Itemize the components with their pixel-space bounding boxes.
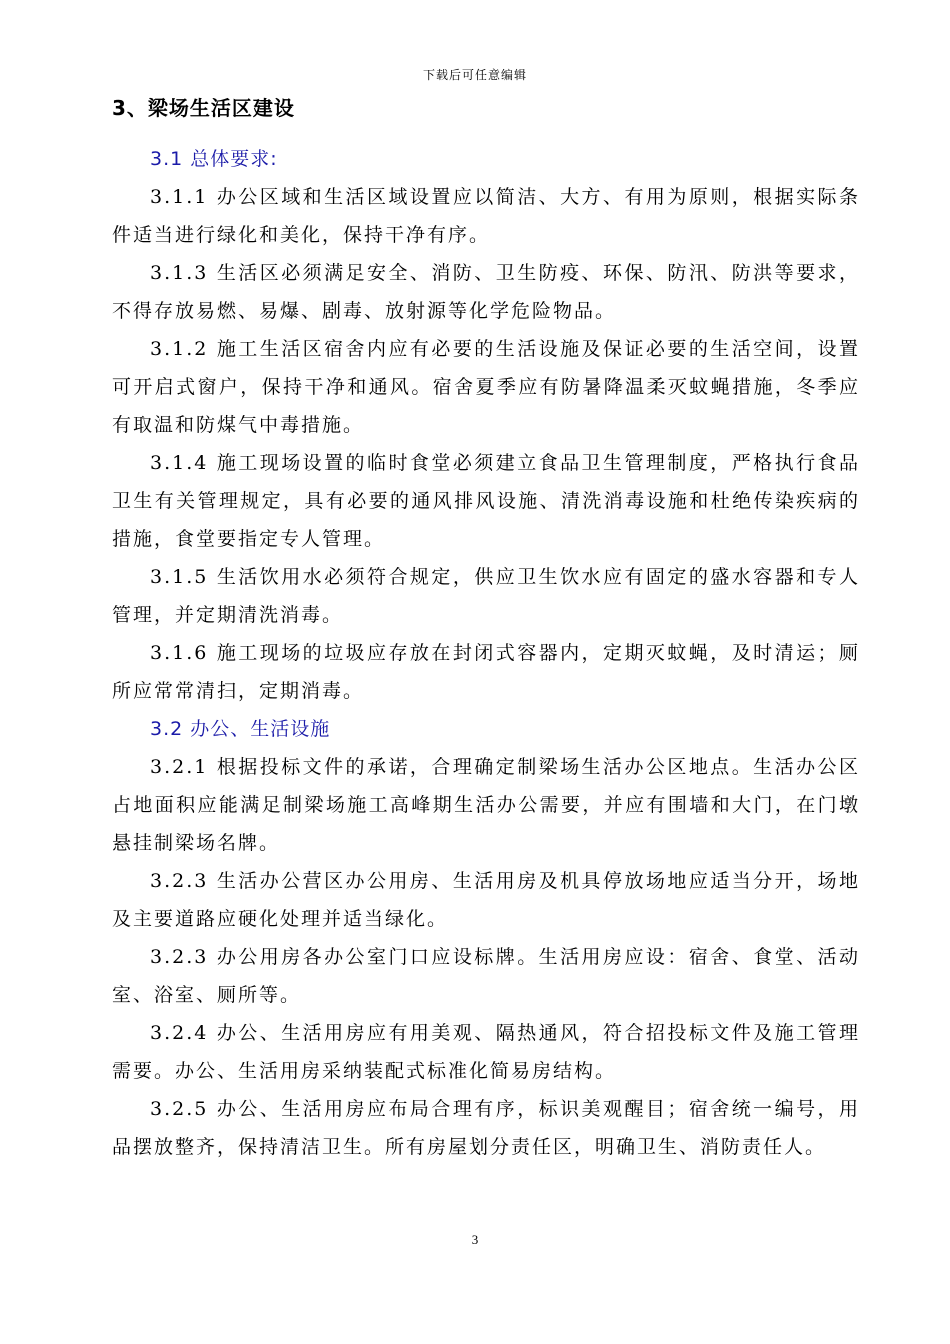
paragraph: 3.1.6 施工现场的垃圾应存放在封闭式容器内，定期灭蚊蝇，及时清运；厕所应常常清扫，定期消毒。 bbox=[112, 642, 860, 702]
paragraph: 3.2.1 根据投标文件的承诺，合理确定制梁场生活办公区地点。生活办公区占地面积应能满足制梁场施工高峰期生活办公需要，并应有围墙和大门，在门墩悬挂制梁场名牌。 bbox=[112, 756, 860, 854]
subsection-heading: 3.1 总体要求: bbox=[150, 148, 278, 170]
paragraph: 3.2.5 办公、生活用房应布局合理有序，标识美观醒目；宿舍统一编号，用品摆放整齐，保持清洁卫生。所有房屋划分责任区，明确卫生、消防责任人。 bbox=[112, 1098, 860, 1158]
subsection-heading: 3.2 办公、生活设施 bbox=[150, 718, 331, 740]
paragraph: 3.2.3 办公用房各办公室门口应设标牌。生活用房应设：宿舍、食堂、活动室、浴室、厕所等。 bbox=[112, 946, 860, 1006]
header-note: 下载后可任意编辑 bbox=[422, 68, 527, 82]
paragraph: 3.1.5 生活饮用水必须符合规定，供应卫生饮水应有固定的盛水容器和专人管理，并定期清洗消毒。 bbox=[112, 566, 860, 626]
page-number: 3 bbox=[471, 1232, 479, 1247]
paragraph: 3.1.3 生活区必须满足安全、消防、卫生防疫、环保、防汛、防洪等要求，不得存放易燃、易爆、剧毒、放射源等化学危险物品。 bbox=[112, 262, 860, 322]
paragraph: 3.2.3 生活办公营区办公用房、生活用房及机具停放场地应适当分开，场地及主要道路应硬化处理并适当绿化。 bbox=[112, 870, 860, 930]
paragraph: 3.1.4 施工现场设置的临时食堂必须建立食品卫生管理制度，严格执行食品卫生有关管理规定，具有必要的通风排风设施、清洗消毒设施和杜绝传染疾病的措施，食堂要指定专人管理。 bbox=[112, 452, 860, 550]
section-title: 3、梁场生活区建设 bbox=[112, 96, 295, 120]
paragraph: 3.1.1 办公区域和生活区域设置应以简洁、大方、有用为原则，根据实际条件适当进行绿化和美化，保持干净有序。 bbox=[112, 186, 860, 246]
document-body bbox=[112, 140, 860, 1166]
paragraph: 3.1.2 施工生活区宿舍内应有必要的生活设施及保证必要的生活空间，设置可开启式窗户，保持干净和通风。宿舍夏季应有防暑降温柔灭蚊蝇措施，冬季应有取温和防煤气中毒措施。 bbox=[112, 338, 860, 436]
paragraph: 3.2.4 办公、生活用房应有用美观、隔热通风，符合招投标文件及施工管理需要。办公、生活用房采纳装配式标准化简易房结构。 bbox=[112, 1022, 860, 1082]
